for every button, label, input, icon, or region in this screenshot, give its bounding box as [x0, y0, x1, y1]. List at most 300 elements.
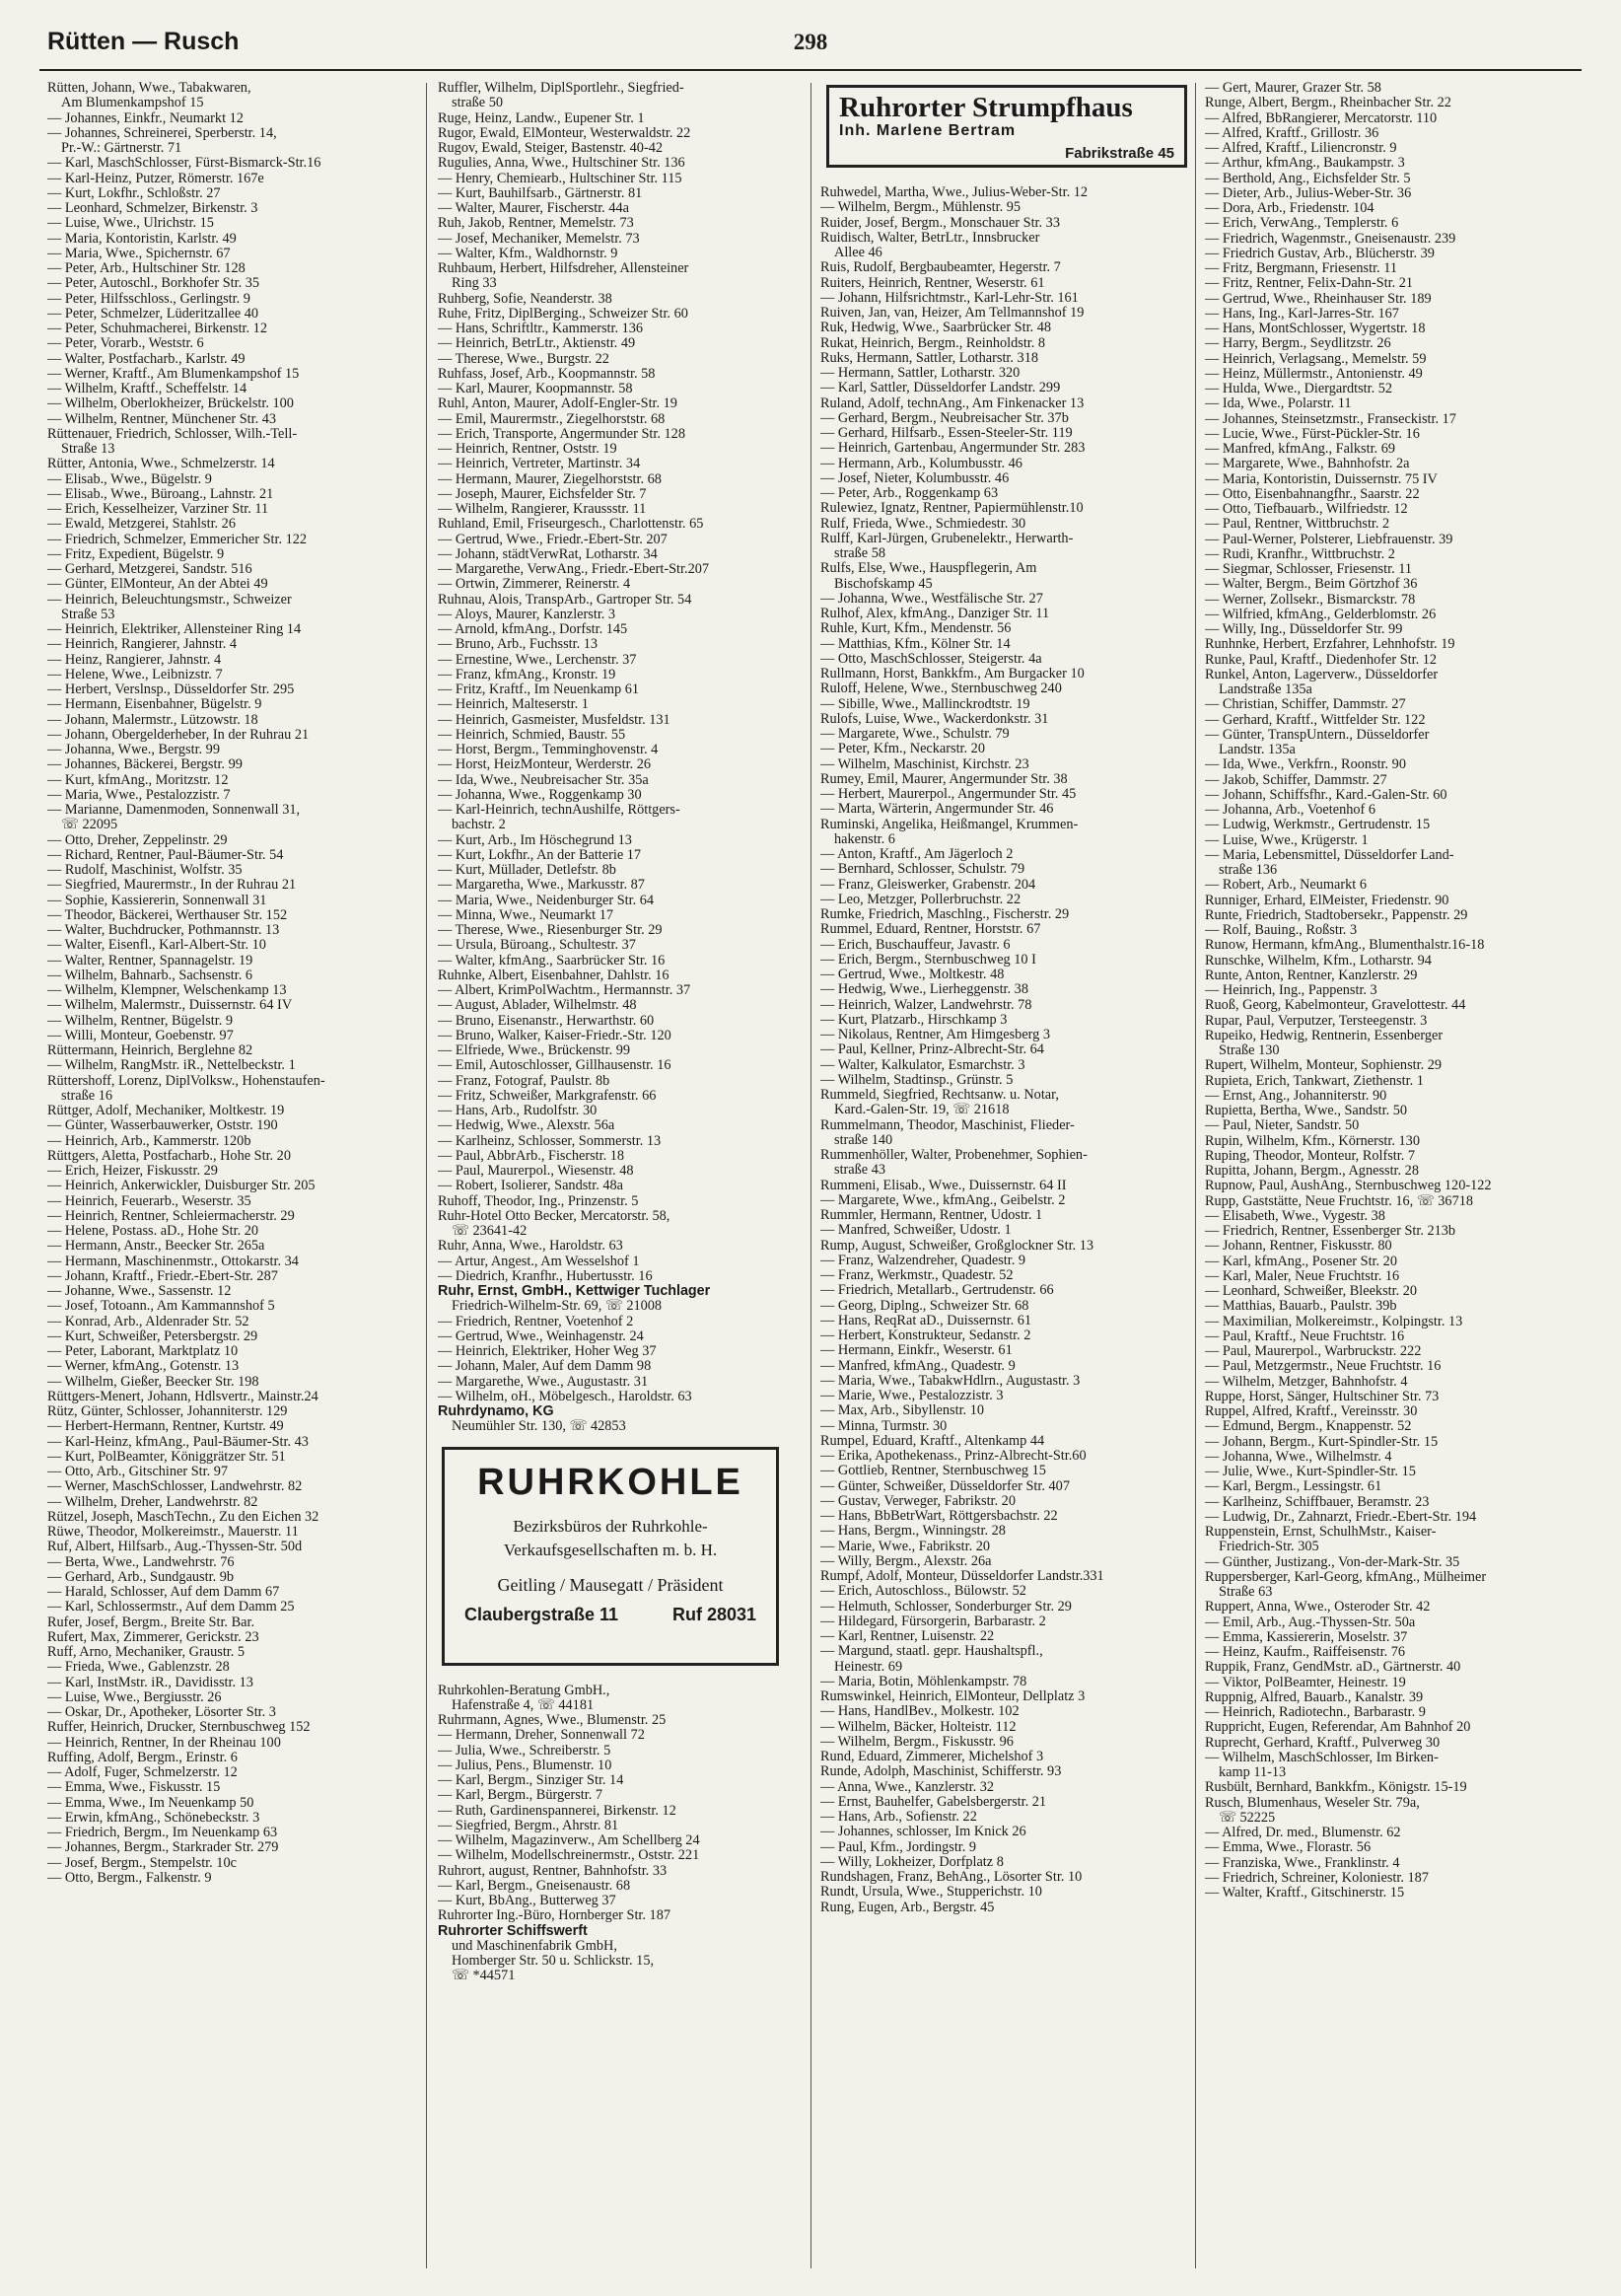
directory-entry: — Minna, Wwe., Neumarkt 17 [438, 907, 614, 923]
ad-line-1: Bezirksbüros der Ruhrkohle- [513, 1516, 708, 1536]
directory-entry: Rüttgers, Aletta, Postfacharb., Hohe Str. 20 [47, 1148, 291, 1164]
directory-entry: Ruhr-Hotel Otto Becker, Mercatorstr. 58, [438, 1208, 670, 1224]
directory-entry: — Aloys, Maurer, Kanzlerstr. 3 [438, 607, 616, 622]
directory-entry: — Walter, Maurer, Fischerstr. 44a [438, 201, 629, 216]
directory-entry: — Karl, Sattler, Düsseldorfer Landstr. 299 [820, 381, 1061, 396]
directory-entry: — Erich, Buschauffeur, Javastr. 6 [820, 937, 1011, 953]
directory-entry: — Erich, Kesselheizer, Varziner Str. 11 [47, 502, 269, 517]
directory-entry: — Wilhelm, Metzger, Bahnhofstr. 4 [1205, 1374, 1408, 1390]
directory-entry: — Hans, MontSchlosser, Wygertstr. 18 [1205, 322, 1426, 336]
directory-entry: Rusch, Blumenhaus, Weseler Str. 79a, [1205, 1795, 1420, 1811]
directory-entry: — Kurt, Bauhilfsarb., Gärtnerstr. 81 [438, 185, 643, 201]
directory-entry: — Heinrich, Verlagsang., Memelstr. 59 [1205, 351, 1427, 367]
directory-entry: — Gerhard, Hilfsarb., Essen-Steeler-Str. 119 [820, 426, 1073, 441]
directory-entry: Rupieta, Erich, Tankwart, Ziethenstr. 1 [1205, 1073, 1424, 1089]
directory-entry: — Otto, Eisenbahnangfhr., Saarstr. 22 [1205, 486, 1420, 502]
directory-entry: — Walter, Buchdrucker, Pothmannstr. 13 [47, 923, 280, 938]
directory-entry: — Johannes, Steinsetzmstr., Franseckistr. 17 [1205, 411, 1456, 427]
directory-entry: — Ernestine, Wwe., Lerchenstr. 37 [438, 652, 637, 668]
directory-entry: Rulewiez, Ignatz, Rentner, Papiermühlenstr.10 [820, 501, 1084, 517]
directory-entry: — Theodor, Bäckerei, Werthauser Str. 152 [47, 907, 288, 923]
directory-entry: — Wilhelm, Bahnarb., Sachsenstr. 6 [47, 968, 253, 983]
directory-entry: — Karl, InstMstr. iR., Davidisstr. 13 [47, 1675, 253, 1690]
directory-entry: — Ida, Wwe., Polarstr. 11 [1205, 396, 1352, 412]
directory-entry: — Wilhelm, Malermstr., Duissernstr. 64 IV [47, 998, 293, 1014]
directory-entry: — Ortwin, Zimmerer, Reinerstr. 4 [438, 577, 631, 593]
directory-entry: — Hedwig, Wwe., Alexstr. 56a [438, 1118, 615, 1134]
directory-entry: Ruppersberger, Karl-Georg, kfmAng., Mülheimer [1205, 1569, 1487, 1585]
directory-entry: — Hermann, Maschinenmstr., Ottokarstr. 34 [47, 1254, 299, 1269]
directory-entry: — Fritz, Rentner, Felix-Dahn-Str. 21 [1205, 276, 1414, 292]
directory-entry: — Alfred, Dr. med., Blumenstr. 62 [1205, 1826, 1401, 1840]
directory-entry: Ruoß, Georg, Kabelmonteur, Gravelottestr. 44 [1205, 998, 1466, 1014]
directory-entry: Ruge, Heinz, Landw., Eupener Str. 1 [438, 110, 645, 126]
directory-entry: — Artur, Angest., Am Wesselshof 1 [438, 1254, 640, 1269]
entry-continuation: straße 50 [452, 96, 504, 111]
directory-entry: — Wilhelm, Bergm., Fiskusstr. 96 [820, 1734, 1014, 1750]
directory-entry: — Friedrich, Schmelzer, Emmericher Str. 122 [47, 532, 308, 547]
directory-entry: — Peter, Schuhmacherei, Birkenstr. 12 [47, 322, 267, 336]
directory-entry: — Wilhelm, Rangierer, Kraussstr. 11 [438, 502, 647, 517]
directory-entry: Ruhrorter Schiffswerft [438, 1923, 588, 1939]
directory-entry: — Wilhelm, Dreher, Landwehrstr. 82 [47, 1494, 258, 1510]
directory-entry: — Wilhelm, Bergm., Mühlenstr. 95 [820, 200, 1022, 216]
directory-entry: Rupnow, Paul, AushAng., Sternbuschweg 120-122 [1205, 1179, 1492, 1194]
directory-entry: Rumswinkel, Heinrich, ElMonteur, Dellplatz 3 [820, 1689, 1086, 1704]
directory-entry: — Karlheinz, Schlosser, Sommerstr. 13 [438, 1133, 662, 1149]
directory-entry: — Erich, Bergm., Sternbuschweg 10 I [820, 952, 1036, 968]
directory-entry: — Arnold, kfmAng., Dorfstr. 145 [438, 622, 628, 637]
directory-entry: — Emil, Arb., Aug.-Thyssen-Str. 50a [1205, 1614, 1416, 1630]
directory-entry: — Peter, Laborant, Marktplatz 10 [47, 1344, 239, 1359]
directory-entry: — Hildegard, Fürsorgerin, Barbarastr. 2 [820, 1614, 1046, 1629]
directory-entry: — Marie, Wwe., Pestalozzistr. 3 [820, 1389, 1004, 1403]
directory-entry: Rütten, Johann, Wwe., Tabakwaren, [47, 81, 251, 96]
directory-entry: — Johann, Bergm., Kurt-Spindler-Str. 15 [1205, 1434, 1439, 1450]
directory-entry: Rüttermann, Heinrich, Berglehne 82 [47, 1043, 253, 1058]
directory-entry: Ruhfass, Josef, Arb., Koopmannstr. 58 [438, 366, 656, 382]
directory-entry: — Kurt, Müllader, Detlefstr. 8b [438, 863, 616, 878]
directory-entry: — Bernhard, Schlosser, Schulstr. 79 [820, 862, 1025, 878]
directory-entry: Ruping, Theodor, Monteur, Rolfstr. 7 [1205, 1148, 1416, 1164]
directory-entry: — Otto, Dreher, Zeppelinstr. 29 [47, 832, 228, 848]
directory-entry: — Friedrich Gustav, Arb., Blücherstr. 39 [1205, 246, 1435, 261]
directory-entry: — Karl, Bergm., Gneisenaustr. 68 [438, 1878, 631, 1894]
directory-entry: Rukat, Heinrich, Bergm., Reinholdstr. 8 [820, 335, 1046, 351]
directory-entry: — Josef, Nieter, Kolumbusstr. 46 [820, 470, 1010, 486]
directory-entry: — Harry, Bergm., Seydlitzstr. 26 [1205, 336, 1391, 352]
directory-entry: — Heinrich, Arb., Kammerstr. 120b [47, 1133, 251, 1149]
directory-entry: — Gertrud, Wwe., Friedr.-Ebert-Str. 207 [438, 532, 668, 547]
directory-entry: — Friedrich, Bergm., Im Neuenkamp 63 [47, 1826, 278, 1840]
directory-entry: Ruppenstein, Ernst, SchulhMstr., Kaiser- [1205, 1525, 1437, 1540]
directory-entry: — Heinrich, Rangierer, Jahnstr. 4 [47, 637, 237, 653]
directory-entry: — Dieter, Arb., Julius-Weber-Str. 36 [1205, 185, 1412, 201]
directory-entry: — Kurt, Schweißer, Petersbergstr. 29 [47, 1328, 258, 1344]
directory-entry: — Maria, Kontoristin, Duissernstr. 75 IV [1205, 471, 1438, 487]
directory-entry: — Dora, Arb., Friedenstr. 104 [1205, 201, 1374, 216]
directory-entry: — Erich, Heizer, Fiskusstr. 29 [47, 1164, 218, 1179]
directory-entry: — Walter, Bergm., Beim Görtzhof 36 [1205, 577, 1418, 593]
directory-entry: — Peter, Schmelzer, Lüderitzallee 40 [47, 306, 259, 322]
directory-entry: — Paul, AbbrArb., Fischerstr. 18 [438, 1148, 625, 1164]
directory-entry: — Heinrich, Radiotechn., Barbarastr. 9 [1205, 1705, 1426, 1720]
directory-entry: — Julius, Pens., Blumenstr. 10 [438, 1758, 612, 1773]
directory-entry: — Gerhard, Arb., Sundgaustr. 9b [47, 1569, 235, 1585]
directory-entry: — Wilhelm, Klempner, Welschenkamp 13 [47, 983, 287, 998]
directory-entry: — Heinz, Müllermstr., Antonienstr. 49 [1205, 366, 1423, 382]
directory-entry: Runke, Paul, Kraftf., Diedenhofer Str. 12 [1205, 652, 1438, 668]
directory-entry: Rugov, Ewald, Steiger, Bastenstr. 40-42 [438, 141, 664, 156]
directory-entry: — Diedrich, Kranfhr., Hubertusstr. 16 [438, 1268, 653, 1284]
directory-entry: — Johann, Maler, Auf dem Damm 98 [438, 1359, 652, 1375]
directory-entry: — Heinrich, Ing., Pappenstr. 3 [1205, 983, 1377, 998]
directory-entry: — Alfred, Kraftf., Liliencronstr. 9 [1205, 141, 1397, 156]
directory-entry: — Paul, Kellner, Prinz-Albrecht-Str. 64 [820, 1042, 1044, 1058]
directory-entry: Ruffler, Wilhelm, DiplSportlehr., Siegfried- [438, 81, 684, 96]
directory-entry: — Heinrich, Elektriker, Allensteiner Ring 14 [47, 622, 302, 637]
directory-entry: — Heinrich, Ankerwickler, Duisburger Str. 205 [47, 1179, 316, 1194]
directory-entry: Runte, Anton, Rentner, Kanzlerstr. 29 [1205, 968, 1418, 983]
directory-entry: — Johannes, Schreinerei, Sperberstr. 14, [47, 125, 277, 141]
directory-entry: Rugor, Ewald, ElMonteur, Westerwaldstr. 22 [438, 125, 691, 141]
directory-entry: — Ursula, Büroang., Schultestr. 37 [438, 938, 636, 954]
directory-entry: — Minna, Turmstr. 30 [820, 1418, 948, 1434]
directory-entry: — Ludwig, Dr., Zahnarzt, Friedr.-Ebert-Str. 194 [1205, 1509, 1477, 1525]
directory-entry: Rummeld, Siegfried, Rechtsanw. u. Notar, [820, 1088, 1059, 1103]
directory-entry: Ruland, Adolf, technAng., Am Finkenacker 13 [820, 395, 1085, 411]
directory-entry: — Fritz, Expedient, Bügelstr. 9 [47, 546, 225, 562]
directory-entry: Rummel, Eduard, Rentner, Horststr. 67 [820, 922, 1041, 938]
directory-entry: — August, Ablader, Wilhelmstr. 48 [438, 998, 637, 1014]
directory-entry: Rulf, Frieda, Wwe., Schmiedestr. 30 [820, 516, 1026, 532]
directory-entry: Rulofs, Luise, Wwe., Wackerdonkstr. 31 [820, 711, 1049, 727]
directory-entry: Ruidisch, Walter, BetrLtr., Innsbrucker [820, 230, 1040, 246]
directory-entry: — Karl-Heinrich, technAushilfe, Röttgers- [438, 803, 680, 818]
directory-entry: Rupin, Wilhelm, Kfm., Körnerstr. 130 [1205, 1133, 1420, 1149]
directory-entry: — Heinrich, Schmied, Baustr. 55 [438, 727, 626, 743]
directory-entry: — Siegmar, Schlosser, Friesenstr. 11 [1205, 562, 1412, 577]
directory-column-3 [820, 81, 1191, 2270]
directory-entry: — Johanne, Wwe., Sassenstr. 12 [47, 1284, 232, 1299]
directory-entry: — Georg, Diplng., Schweizer Str. 68 [820, 1298, 1029, 1314]
entry-continuation: Kard.-Galen-Str. 19, ☏ 21618 [834, 1103, 1010, 1118]
directory-entry: — Maria, Lebensmittel, Düsseldorfer Land- [1205, 847, 1454, 863]
directory-entry: — Arthur, kfmAng., Baukampstr. 3 [1205, 156, 1405, 172]
directory-entry: — Konrad, Arb., Aldenrader Str. 52 [47, 1314, 249, 1329]
directory-entry: — Hermann, Anstr., Beecker Str. 265a [47, 1239, 265, 1255]
directory-entry: — Wilhelm, MaschSchlosser, Im Birken- [1205, 1750, 1439, 1765]
column-divider [426, 83, 427, 2268]
directory-entry: Ruh, Jakob, Rentner, Memelstr. 73 [438, 216, 634, 232]
directory-entry: Runschke, Wilhelm, Kfm., Lotharstr. 94 [1205, 953, 1432, 969]
directory-entry: Ruhr, Ernst, GmbH., Kettwiger Tuchlager [438, 1284, 711, 1299]
directory-entry: — Ernst, Bauhelfer, Gabelsbergerstr. 21 [820, 1794, 1047, 1810]
entry-continuation: straße 136 [1219, 863, 1278, 878]
directory-entry: Ruhbaum, Herbert, Hilfsdreher, Allensteiner [438, 261, 689, 276]
ad-title: RUHRKOHLE [477, 1461, 743, 1503]
directory-entry: — Günter, ElMonteur, An der Abtei 49 [47, 577, 268, 593]
directory-entry: Rüttershoff, Lorenz, DiplVolksw., Hohenstaufen- [47, 1073, 325, 1089]
directory-entry: — Wilhelm, Gießer, Beecker Str. 198 [47, 1374, 259, 1390]
directory-entry: Rützel, Joseph, MaschTechn., Zu den Eichen 32 [47, 1509, 319, 1525]
directory-entry: — Wilfried, kfmAng., Gelderblomstr. 26 [1205, 607, 1437, 622]
directory-entry: — Werner, kfmAng., Gotenstr. 13 [47, 1359, 240, 1375]
directory-entry: — Margarete, Wwe., Schulstr. 79 [820, 727, 1010, 742]
directory-entry: Rupert, Wilhelm, Monteur, Sophienstr. 29 [1205, 1058, 1443, 1074]
directory-entry: — Johannes, Einkfr., Neumarkt 12 [47, 110, 244, 126]
directory-entry: — Paul, Kraftf., Neue Fruchtstr. 16 [1205, 1328, 1405, 1344]
directory-entry: — Robert, Isolierer, Sandstr. 48a [438, 1179, 624, 1194]
directory-entry: — Ewald, Metzgerei, Stahlstr. 26 [47, 517, 236, 533]
directory-entry: — Ida, Wwe., Neubreisacher Str. 35a [438, 772, 649, 788]
directory-entry: — Leonhard, Schmelzer, Birkenstr. 3 [47, 201, 258, 216]
directory-entry: — Erich, Autoschloss., Bülowstr. 52 [820, 1584, 1026, 1600]
directory-entry: Rüttger, Adolf, Mechaniker, Moltkestr. 19 [47, 1104, 285, 1118]
directory-entry: — Gertrud, Wwe., Weinhagenstr. 24 [438, 1328, 644, 1344]
directory-entry: — Gerhard, Kraftf., Wittfelder Str. 122 [1205, 712, 1426, 728]
directory-entry: — Kurt, Lokfhr., Schloßstr. 27 [47, 185, 221, 201]
directory-entry: — Fritz, Kraftf., Im Neuenkamp 61 [438, 682, 640, 697]
directory-entry: Ruiters, Heinrich, Rentner, Weserstr. 61 [820, 275, 1045, 291]
directory-entry: Ruhl, Anton, Maurer, Adolf-Engler-Str. 19 [438, 396, 677, 412]
directory-entry: — Heinrich, Rentner, Schleiermacherstr. 29 [47, 1208, 295, 1224]
directory-entry: — Gustav, Verweger, Fabrikstr. 20 [820, 1493, 1016, 1509]
directory-entry: Rufert, Max, Zimmerer, Gerickstr. 23 [47, 1629, 259, 1645]
directory-entry: — Margarethe, Wwe., Augustastr. 31 [438, 1374, 649, 1390]
directory-entry: — Rudolf, Maschinist, Wolfstr. 35 [47, 863, 243, 878]
directory-entry: — Franziska, Wwe., Franklinstr. 4 [1205, 1855, 1400, 1871]
directory-entry: — Friedrich, Rentner, Voetenhof 2 [438, 1314, 634, 1329]
directory-entry: Ruiven, Jan, van, Heizer, Am Tellmannshof 19 [820, 306, 1085, 321]
directory-entry: Rundshagen, Franz, BehAng., Lösorter Str. 10 [820, 1870, 1083, 1885]
directory-entry: — Manfred, kfmAng., Falkstr. 69 [1205, 442, 1395, 457]
directory-entry: — Günter, Wasserbauwerker, Oststr. 190 [47, 1118, 278, 1134]
directory-entry: — Therese, Wwe., Burgstr. 22 [438, 351, 609, 367]
directory-entry: — Hermann, Dreher, Sonnenwall 72 [438, 1728, 645, 1744]
directory-entry: — Wilhelm, Modellschreinermstr., Oststr. 221 [438, 1848, 700, 1864]
directory-entry: Ruppik, Franz, GendMstr. aD., Gärtnerstr. 40 [1205, 1660, 1461, 1676]
directory-entry: — Johanna, Wwe., Roggenkamp 30 [438, 787, 642, 803]
entry-continuation: Straße 13 [61, 442, 115, 457]
directory-entry: — Walter, Postfacharb., Karlstr. 49 [47, 351, 246, 367]
directory-entry: Ruhrkohlen-Beratung GmbH., [438, 1683, 610, 1698]
entry-continuation: Hafenstraße 4, ☏ 44181 [452, 1697, 595, 1713]
directory-entry: Rütz, Günter, Schlosser, Johanniterstr. 129 [47, 1404, 288, 1419]
directory-entry: — Maria, Wwe., Neidenburger Str. 64 [438, 893, 655, 908]
directory-entry: — Anna, Wwe., Kanzlerstr. 32 [820, 1779, 995, 1795]
entry-continuation: Landstr. 135a [1219, 743, 1296, 757]
directory-entry: — Marie, Wwe., Fabrikstr. 20 [820, 1539, 991, 1554]
directory-entry: — Peter, Hilfsschloss., Gerlingstr. 9 [47, 291, 250, 307]
directory-entry: — Franz, Fotograf, Paulstr. 8b [438, 1073, 610, 1089]
directory-entry: Ruppnig, Alfred, Bauarb., Kanalstr. 39 [1205, 1689, 1424, 1705]
directory-entry: — Matthias, Bauarb., Paulstr. 39b [1205, 1299, 1397, 1315]
directory-entry: — Bruno, Walker, Kaiser-Friedr.-Str. 120 [438, 1028, 671, 1043]
directory-entry: — Fritz, Schweißer, Markgrafenstr. 66 [438, 1088, 657, 1104]
directory-entry: Ruhrdynamo, KG [438, 1404, 554, 1419]
directory-entry: — Hermann, Einkfr., Weserstr. 61 [820, 1343, 1013, 1359]
directory-entry: — Wilhelm, RangMstr. iR., Nettelbeckstr. 1 [47, 1058, 296, 1074]
directory-entry: — Paul, Kfm., Jordingstr. 9 [820, 1839, 977, 1855]
directory-entry: — Karl, Bergm., Lessingstr. 61 [1205, 1479, 1382, 1495]
directory-entry: — Heinrich, Beleuchtungsmstr., Schweizer [47, 592, 292, 608]
directory-entry: — Albert, KrimPolWachtm., Hermannstr. 37 [438, 983, 691, 998]
directory-entry: Rummeni, Elisab., Wwe., Duissernstr. 64 II [820, 1178, 1067, 1193]
directory-entry: Ruhland, Emil, Friseurgesch., Charlottenstr. 65 [438, 517, 704, 533]
directory-entry: Ruf, Albert, Hilfsarb., Aug.-Thyssen-Str. 50d [47, 1540, 303, 1555]
directory-entry: Rusbült, Bernhard, Bankkfm., Königstr. 15-19 [1205, 1780, 1467, 1796]
directory-entry: — Maria, Botin, Möhlenkampstr. 78 [820, 1674, 1027, 1689]
ad-address: Fabrikstraße 45 [1065, 144, 1174, 162]
directory-entry: — Hans, Arb., Sofienstr. 22 [820, 1810, 977, 1825]
directory-entry: — Herbert, Verslnsp., Düsseldorfer Str. 295 [47, 682, 295, 697]
directory-entry: Ruppe, Horst, Sänger, Hultschiner Str. 73 [1205, 1389, 1440, 1404]
directory-entry: — Emma, Kassiererin, Moselstr. 37 [1205, 1629, 1408, 1645]
directory-entry: Ruks, Hermann, Sattler, Lotharstr. 318 [820, 350, 1038, 366]
directory-entry: — Manfred, Schweißer, Udostr. 1 [820, 1223, 1012, 1239]
entry-continuation: kamp 11-13 [1219, 1765, 1287, 1780]
directory-entry: — Johanna, Wwe., Bergstr. 99 [47, 743, 220, 757]
directory-entry: — Ludwig, Werkmstr., Gertrudenstr. 15 [1205, 818, 1431, 833]
directory-entry: — Paul-Werner, Polsterer, Liebfrauenstr. 39 [1205, 532, 1453, 547]
directory-entry: — Fritz, Bergmann, Friesenstr. 11 [1205, 261, 1397, 276]
directory-entry: Rupeiko, Hedwig, Rentnerin, Essenberger [1205, 1028, 1444, 1043]
directory-entry: — Johannes, Bäckerei, Bergstr. 99 [47, 757, 243, 773]
entry-continuation: straße 43 [834, 1163, 886, 1179]
directory-entry: — Willy, Bergm., Alexstr. 26a [820, 1553, 992, 1569]
directory-entry: — Heinrich, Rentner, Oststr. 19 [438, 442, 617, 457]
directory-entry: — Maximilian, Molkereimstr., Kolpingstr. 13 [1205, 1314, 1463, 1329]
entry-continuation: straße 58 [834, 546, 886, 561]
entry-continuation: straße 16 [61, 1088, 113, 1104]
directory-entry: — Julie, Wwe., Kurt-Spindler-Str. 15 [1205, 1465, 1416, 1479]
directory-entry: — Alfred, BbRangierer, Mercatorstr. 110 [1205, 110, 1438, 126]
directory-entry: — Max, Arb., Sibyllenstr. 10 [820, 1403, 985, 1419]
directory-entry: — Jakob, Schiffer, Dammstr. 27 [1205, 772, 1387, 788]
directory-entry: Rumke, Friedrich, Maschlng., Fischerstr. 29 [820, 907, 1070, 922]
directory-entry: Ruffer, Heinrich, Drucker, Sternbuschweg 152 [47, 1720, 311, 1736]
directory-entry: Runge, Albert, Bergm., Rheinbacher Str. 22 [1205, 96, 1451, 111]
directory-entry: — Gerhard, Bergm., Neubreisacher Str. 37b [820, 410, 1069, 426]
directory-entry: — Kurt, BbAng., Butterweg 37 [438, 1894, 616, 1908]
directory-entry: — Rudi, Kranfhr., Wittbruchstr. 2 [1205, 546, 1395, 562]
directory-entry: Ruhe, Fritz, DiplBerging., Schweizer Str. 60 [438, 306, 688, 322]
entry-continuation: Straße 130 [1219, 1043, 1280, 1058]
directory-entry: — Erwin, kfmAng., Schönebeckstr. 3 [47, 1810, 260, 1826]
directory-entry: — Maria, Wwe., Spichernstr. 67 [47, 246, 231, 261]
directory-entry: — Walter, Kraftf., Gitschinerstr. 15 [1205, 1886, 1405, 1901]
directory-entry: — Heinrich, Vertreter, Martinstr. 34 [438, 457, 641, 472]
directory-entry: — Karl, Bergm., Sinziger Str. 14 [438, 1773, 624, 1788]
directory-entry: — Leo, Metzger, Pollerbruchstr. 22 [820, 892, 1022, 907]
directory-entry: Ruhle, Kurt, Kfm., Mendenstr. 56 [820, 621, 1012, 637]
directory-entry: — Hans, Bergm., Winningstr. 28 [820, 1524, 1006, 1540]
directory-entry: Rumpf, Adolf, Monteur, Düsseldorfer Landstr.331 [820, 1569, 1104, 1584]
directory-entry: — Gottlieb, Rentner, Sternbuschweg 15 [820, 1464, 1046, 1479]
entry-continuation: Friedrich-Wilhelm-Str. 69, ☏ 21008 [452, 1299, 663, 1315]
directory-entry: — Friedrich, Metallarb., Gertrudenstr. 66 [820, 1283, 1054, 1299]
directory-entry: — Hans, BbBetrWart, Röttgersbachstr. 22 [820, 1509, 1058, 1524]
directory-entry: — Elisab., Wwe., Bügelstr. 9 [47, 471, 212, 487]
directory-entry: Ruis, Rudolf, Bergbaubeamter, Hegerstr. 7 [820, 260, 1061, 276]
directory-entry: — Kurt, Arb., Im Höschegrund 13 [438, 832, 632, 848]
directory-entry: — Wilhelm, oH., Möbelgesch., Haroldstr. 63 [438, 1389, 692, 1404]
entry-continuation: straße 140 [834, 1132, 893, 1148]
directory-entry: Rundt, Ursula, Wwe., Stupperichstr. 10 [820, 1885, 1042, 1901]
directory-entry: — Wilhelm, Bäcker, Holteistr. 112 [820, 1719, 1017, 1735]
directory-entry: — Josef, Totoann., Am Kammannshof 5 [47, 1299, 275, 1315]
directory-entry: Rulhof, Alex, kfmAng., Danziger Str. 11 [820, 607, 1050, 621]
directory-entry: — Emil, Maurermstr., Ziegelhorststr. 68 [438, 411, 666, 427]
directory-entry: — Heinrich, Rentner, In der Rheinau 100 [47, 1735, 281, 1751]
directory-entry: — Kurt, Platzarb., Hirschkamp 3 [820, 1012, 1008, 1028]
directory-entry: — Maria, Kontoristin, Karlstr. 49 [47, 231, 237, 247]
directory-entry: Rütter, Antonia, Wwe., Schmelzerstr. 14 [47, 457, 275, 472]
directory-entry: — Hans, Ing., Karl-Jarres-Str. 167 [1205, 306, 1399, 322]
directory-entry: — Karlheinz, Schiffbauer, Beramstr. 23 [1205, 1494, 1430, 1510]
directory-entry: Ruppel, Alfred, Kraftf., Vereinsstr. 30 [1205, 1404, 1418, 1419]
directory-entry: — Friedrich, Rentner, Essenberger Str. 213b [1205, 1224, 1456, 1239]
directory-entry: — Hermann, Maurer, Ziegelhorststr. 68 [438, 471, 662, 487]
directory-entry: — Hans, Schriftltr., Kammerstr. 136 [438, 322, 644, 336]
directory-entry: — Hermann, Eisenbahner, Bügelstr. 9 [47, 697, 262, 713]
directory-entry: — Johann, Malermstr., Lützowstr. 18 [47, 712, 258, 728]
directory-entry: — Gerhard, Metzgerei, Sandstr. 516 [47, 562, 252, 577]
directory-entry: — Elfriede, Wwe., Brückenstr. 99 [438, 1043, 631, 1058]
directory-entry: — Karl, Bergm., Bürgerstr. 7 [438, 1788, 603, 1804]
directory-entry: — Franz, Werkmstr., Quadestr. 52 [820, 1268, 1014, 1283]
ad-phone: Ruf 28031 [671, 1604, 756, 1624]
directory-column-2 [438, 81, 809, 2270]
directory-entry: — Therese, Wwe., Riesenburger Str. 29 [438, 923, 663, 938]
directory-entry: — Henry, Chemiearb., Hultschiner Str. 115 [438, 171, 682, 186]
directory-entry: — Johann, Rentner, Fiskusstr. 80 [1205, 1239, 1392, 1255]
directory-entry: — Elisab., Wwe., Büroang., Lahnstr. 21 [47, 486, 274, 502]
directory-entry: — Paul, Maurerpol., Wiesenstr. 48 [438, 1164, 634, 1179]
entry-continuation: Pr.-W.: Gärtnerstr. 71 [61, 141, 182, 156]
directory-entry: Ruhrort, august, Rentner, Bahnhofstr. 33 [438, 1863, 668, 1879]
directory-entry: — Hans, HandlBev., Molkestr. 102 [820, 1704, 1020, 1720]
directory-entry: — Werner, Zollsekr., Bismarckstr. 78 [1205, 592, 1416, 608]
directory-entry: Ruhrmann, Agnes, Wwe., Blumenstr. 25 [438, 1713, 667, 1728]
directory-entry: — Hans, ReqRat aD., Duissernstr. 61 [820, 1313, 1032, 1328]
directory-entry: — Maria, Wwe., TabakwHdlrn., Augustastr. 3 [820, 1373, 1081, 1389]
page-header [39, 22, 1582, 71]
directory-entry: — Joseph, Maurer, Eichsfelder Str. 7 [438, 486, 647, 502]
directory-entry: — Ida, Wwe., Verkfrn., Roonstr. 90 [1205, 757, 1406, 773]
directory-entry: — Walter, Kalkulator, Esmarchstr. 3 [820, 1057, 1025, 1073]
entry-continuation: bachstr. 2 [452, 818, 506, 833]
directory-entry: — Johanna, Wwe., Wilhelmstr. 4 [1205, 1449, 1392, 1465]
directory-entry: — Oskar, Dr., Apotheker, Lösorter Str. 3 [47, 1705, 276, 1720]
directory-entry: — Ruth, Gardinenspannerei, Birkenstr. 12 [438, 1803, 676, 1819]
ad-places: Geitling / Mausegatt / Präsident [497, 1574, 724, 1595]
directory-entry: — Heinrich, BetrLtr., Aktienstr. 49 [438, 336, 636, 352]
directory-entry: Ruhrorter Ing.-Büro, Hornberger Str. 187 [438, 1908, 670, 1924]
directory-entry: Rund, Eduard, Zimmerer, Michelshof 3 [820, 1750, 1044, 1764]
directory-entry: — Hermann, Arb., Kolumbusstr. 46 [820, 456, 1022, 471]
directory-entry: Ruff, Arno, Mechaniker, Graustr. 5 [47, 1645, 246, 1660]
directory-entry: — Heinrich, Elektriker, Hoher Weg 37 [438, 1344, 657, 1359]
directory-entry: Ruppricht, Eugen, Referendar, Am Bahnhof 20 [1205, 1720, 1471, 1736]
directory-entry: — Erika, Apothekenass., Prinz-Albrecht-Str.60 [820, 1449, 1087, 1464]
directory-entry: — Margarete, Wwe., kfmAng., Geibelstr. 2 [820, 1192, 1066, 1208]
directory-entry: — Matthias, Kfm., Kölner Str. 14 [820, 636, 1011, 652]
directory-entry: — Heinrich, Walzer, Landwehrstr. 78 [820, 997, 1032, 1013]
directory-entry: — Karl, Maurer, Koopmannstr. 58 [438, 382, 633, 396]
directory-entry: — Heinrich, Feuerarb., Weserstr. 35 [47, 1193, 251, 1209]
